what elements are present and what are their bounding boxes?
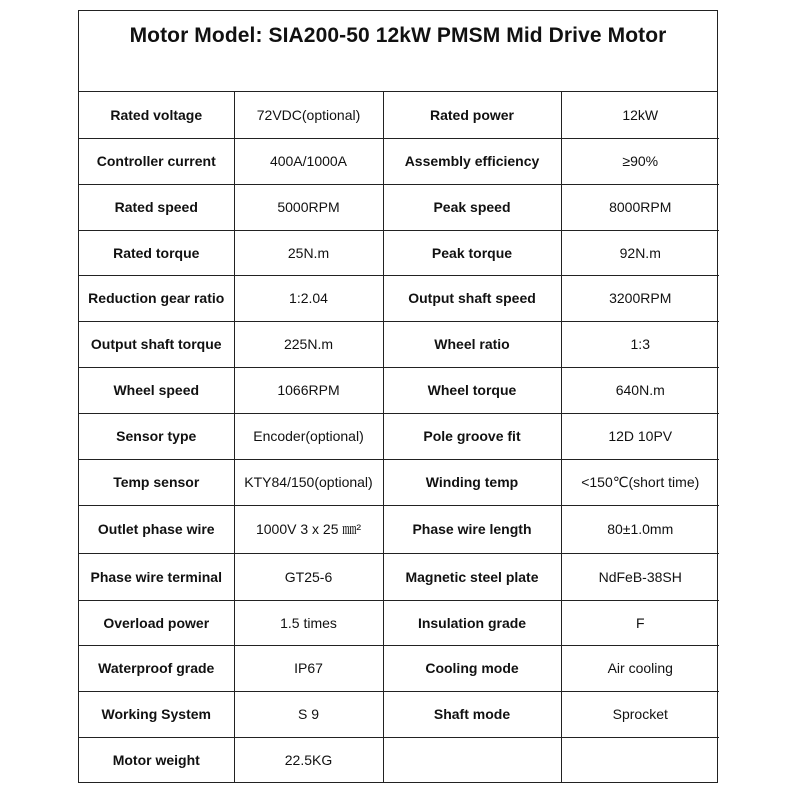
spec-label: Overload power xyxy=(79,600,234,645)
spec-value: Encoder(optional) xyxy=(234,413,383,459)
spec-label: Rated power xyxy=(383,92,561,138)
spec-value: 92N.m xyxy=(561,230,719,275)
spec-row xyxy=(79,184,719,230)
spec-row xyxy=(79,367,719,413)
spec-table xyxy=(79,92,719,782)
spec-value: NdFeB-38SH xyxy=(561,553,719,600)
spec-sheet xyxy=(78,10,718,783)
spec-row xyxy=(79,600,719,645)
spec-row xyxy=(79,230,719,275)
spec-value: IP67 xyxy=(234,645,383,691)
spec-value: 72VDC(optional) xyxy=(234,92,383,138)
spec-label: Rated speed xyxy=(79,184,234,230)
spec-value: 225N.m xyxy=(234,321,383,367)
spec-label: Rated voltage xyxy=(79,92,234,138)
spec-label: Reduction gear ratio xyxy=(79,275,234,321)
spec-label: Phase wire length xyxy=(383,505,561,553)
spec-label: Phase wire terminal xyxy=(79,553,234,600)
spec-label: Magnetic steel plate xyxy=(383,553,561,600)
spec-label: Working System xyxy=(79,691,234,737)
spec-value: ≥90% xyxy=(561,138,719,184)
spec-row xyxy=(79,92,719,138)
spec-value: 400A/1000A xyxy=(234,138,383,184)
spec-value: Air cooling xyxy=(561,645,719,691)
spec-row xyxy=(79,505,719,553)
spec-label: Wheel ratio xyxy=(383,321,561,367)
spec-label: Outlet phase wire xyxy=(79,505,234,553)
spec-value: 12D 10PV xyxy=(561,413,719,459)
spec-label: Winding temp xyxy=(383,459,561,505)
spec-value: Sprocket xyxy=(561,691,719,737)
spec-row xyxy=(79,413,719,459)
spec-value: 1.5 times xyxy=(234,600,383,645)
spec-value: 8000RPM xyxy=(561,184,719,230)
spec-value: S 9 xyxy=(234,691,383,737)
spec-value: 12kW xyxy=(561,92,719,138)
spec-row xyxy=(79,138,719,184)
spec-label: Output shaft speed xyxy=(383,275,561,321)
spec-row xyxy=(79,553,719,600)
spec-label: Rated torque xyxy=(79,230,234,275)
spec-value: GT25-6 xyxy=(234,553,383,600)
spec-label: Sensor type xyxy=(79,413,234,459)
spec-value: 25N.m xyxy=(234,230,383,275)
spec-value: 80±1.0mm xyxy=(561,505,719,553)
spec-value: 5000RPM xyxy=(234,184,383,230)
spec-label: Wheel speed xyxy=(79,367,234,413)
spec-label: Wheel torque xyxy=(383,367,561,413)
spec-value: 3200RPM xyxy=(561,275,719,321)
spec-row xyxy=(79,737,719,782)
spec-label xyxy=(383,737,561,782)
spec-row xyxy=(79,645,719,691)
spec-title: Motor Model: SIA200-50 12kW PMSM Mid Drive Motor xyxy=(79,11,717,92)
spec-value: <150℃(short time) xyxy=(561,459,719,505)
spec-value: 22.5KG xyxy=(234,737,383,782)
spec-row xyxy=(79,459,719,505)
spec-label: Peak speed xyxy=(383,184,561,230)
spec-label: Pole groove fit xyxy=(383,413,561,459)
spec-label: Controller current xyxy=(79,138,234,184)
spec-label: Peak torque xyxy=(383,230,561,275)
spec-value xyxy=(561,737,719,782)
spec-label: Insulation grade xyxy=(383,600,561,645)
spec-row xyxy=(79,691,719,737)
spec-row xyxy=(79,321,719,367)
spec-label: Cooling mode xyxy=(383,645,561,691)
spec-label: Waterproof grade xyxy=(79,645,234,691)
spec-value: 1:2.04 xyxy=(234,275,383,321)
spec-value: 1066RPM xyxy=(234,367,383,413)
spec-value: 1:3 xyxy=(561,321,719,367)
spec-label: Output shaft torque xyxy=(79,321,234,367)
spec-label: Shaft mode xyxy=(383,691,561,737)
spec-label: Motor weight xyxy=(79,737,234,782)
spec-row xyxy=(79,275,719,321)
spec-value: KTY84/150(optional) xyxy=(234,459,383,505)
spec-value: F xyxy=(561,600,719,645)
spec-value: 1000V 3 x 25 ㎜² xyxy=(234,505,383,553)
spec-label: Temp sensor xyxy=(79,459,234,505)
spec-value: 640N.m xyxy=(561,367,719,413)
spec-label: Assembly efficiency xyxy=(383,138,561,184)
